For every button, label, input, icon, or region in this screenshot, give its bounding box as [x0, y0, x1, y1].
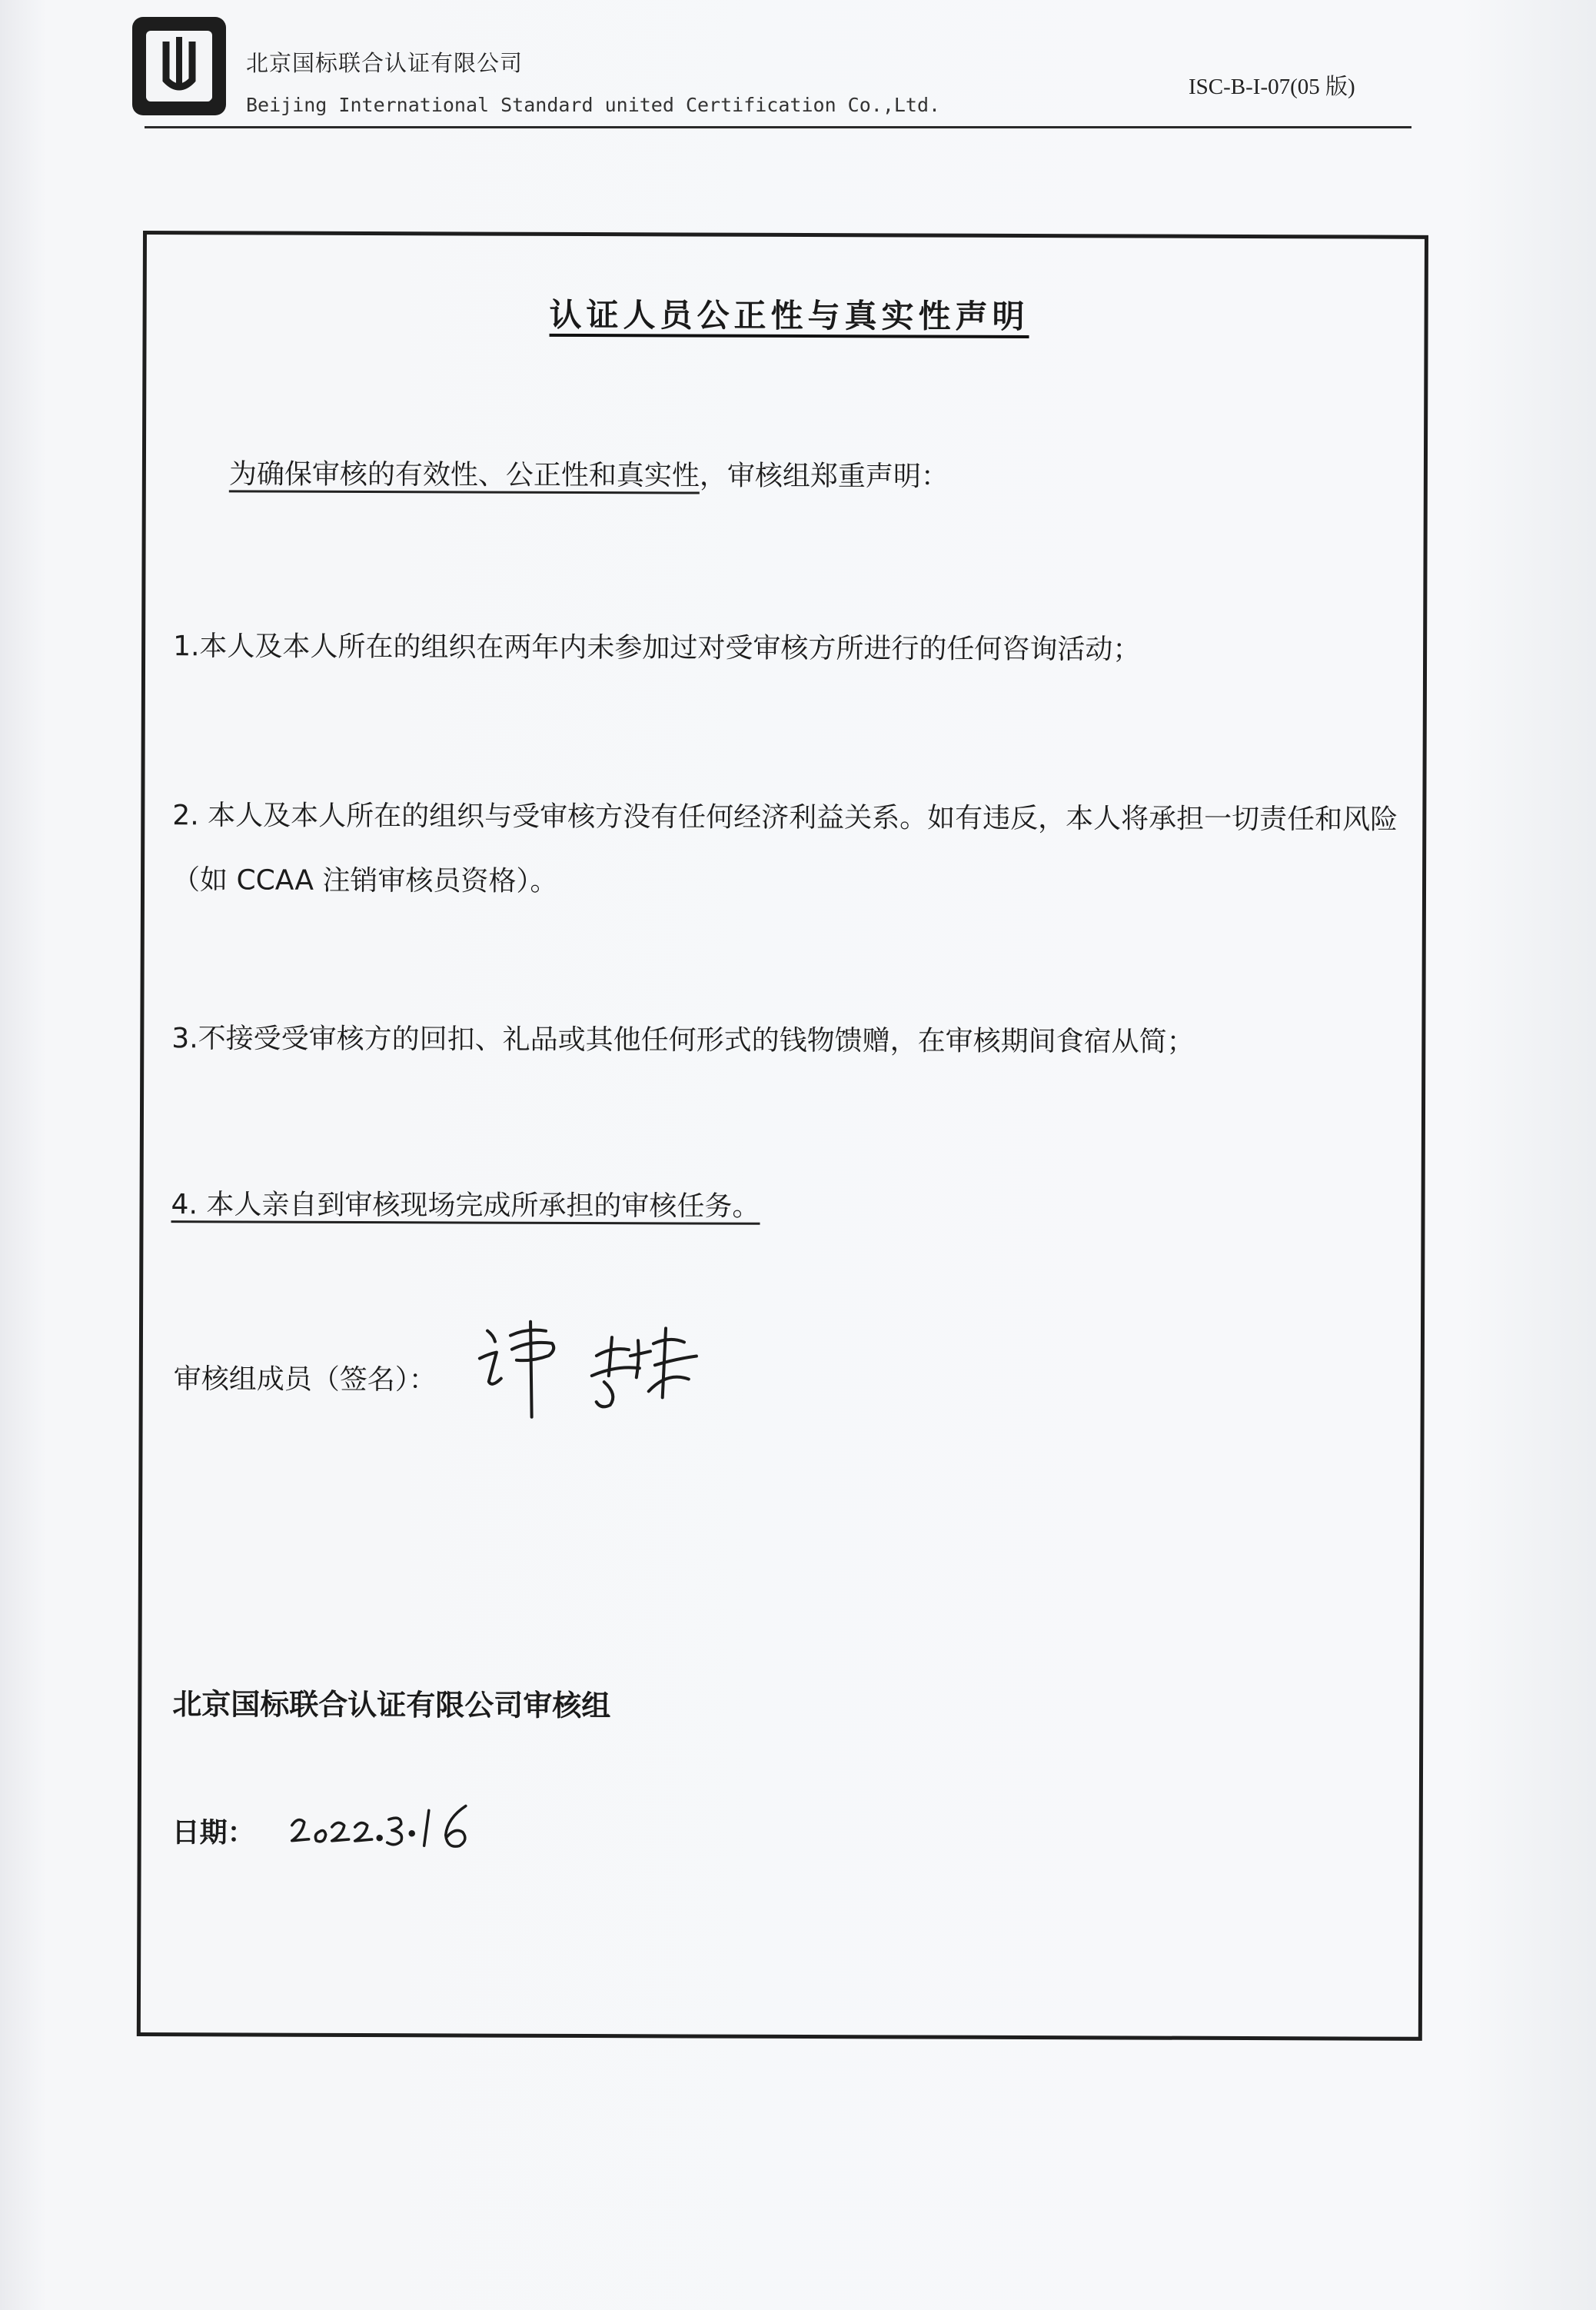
letterhead [129, 14, 1415, 131]
date-row [172, 1811, 255, 1850]
declaration-item-3: 3.不接受受审核方的回扣、礼品或其他任何形式的钱物馈赠，在审核期间食宿从简； [171, 1023, 1195, 1058]
intro-paragraph [229, 442, 949, 509]
declaration-item-1: 1.本人及本人所在的组织在两年内未参加过对受审核方所进行的任何咨询活动； [173, 631, 1141, 666]
intro-underlined-text: 为确保审核的有效性、公正性和真实性 [229, 458, 700, 494]
handwritten-date [286, 1789, 486, 1859]
declaration-box [137, 231, 1428, 2041]
header-divider [145, 126, 1411, 128]
company-name-en: Beijing International Standard united Certification Co.,Ltd. [246, 94, 941, 116]
document-code: ISC-B-I-07(05 版) [1189, 75, 1355, 99]
handwritten-signature [466, 1304, 720, 1436]
title-text: 认证人员公正性与真实性声明 [550, 296, 1029, 338]
declaration-item-4 [171, 1173, 760, 1240]
declaration-item-4-text: 4. 本人亲自到审核现场完成所承担的审核任务。 [171, 1189, 760, 1225]
company-name-cn: 北京国标联合认证有限公司 [246, 50, 524, 76]
intro-rest-text: ，审核组郑重声明： [699, 460, 949, 493]
company-logo-icon [129, 14, 229, 120]
declaration-item-2: 2. 本人及本人所在的组织与受审核方没有任何经济利益关系。如有违反，本人将承担一切责任和风险（如 CCAA 注销审核员资格）。 [171, 800, 1398, 897]
audit-team-organization: 北京国标联合认证有限公司审核组 [172, 1687, 611, 1723]
page-title [147, 288, 1432, 339]
date-label: 日期： [171, 1817, 255, 1849]
signature-row [174, 1357, 437, 1397]
signature-label: 审核组成员（签名）： [173, 1363, 437, 1396]
